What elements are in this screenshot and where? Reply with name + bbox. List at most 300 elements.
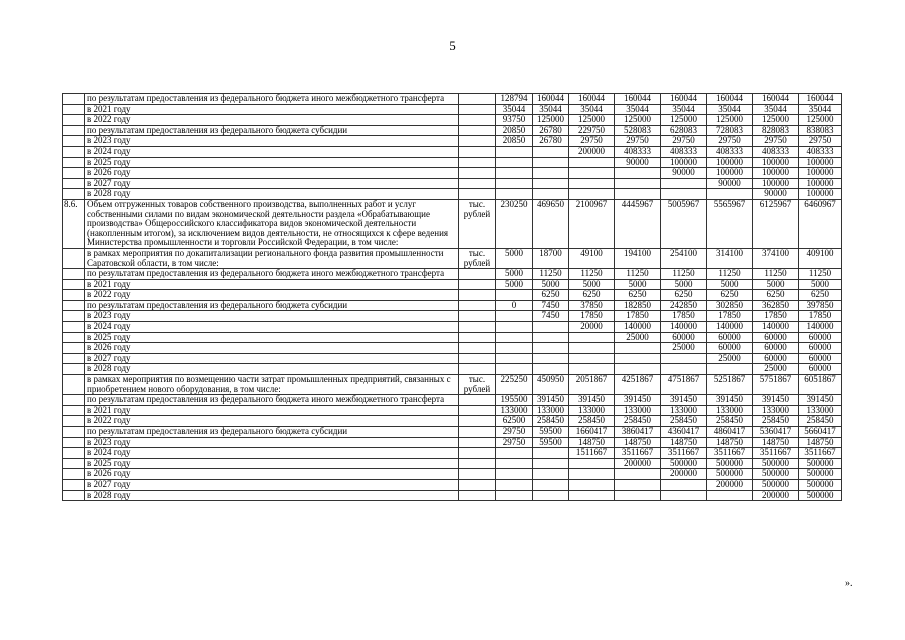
- value-cell: [533, 332, 569, 343]
- row-index: [63, 343, 85, 354]
- value-cell: [615, 469, 661, 480]
- value-cell: 6125967: [753, 199, 799, 248]
- value-cell: 25000: [615, 332, 661, 343]
- value-cell: 6250: [753, 290, 799, 301]
- value-cell: [615, 364, 661, 375]
- table-row: [63, 104, 842, 115]
- value-cell: 7450: [533, 311, 569, 322]
- row-unit: [459, 311, 496, 322]
- value-cell: 148750: [615, 437, 661, 448]
- value-cell: 90000: [707, 178, 753, 189]
- value-cell: [661, 479, 707, 490]
- row-unit: [459, 479, 496, 490]
- row-unit: [459, 157, 496, 168]
- value-cell: 35044: [569, 104, 615, 115]
- value-cell: 500000: [661, 458, 707, 469]
- table-row: [63, 448, 842, 459]
- value-cell: [533, 469, 569, 480]
- value-cell: 35044: [661, 104, 707, 115]
- value-cell: 140000: [615, 322, 661, 333]
- value-cell: [533, 458, 569, 469]
- value-cell: 230250: [496, 199, 533, 248]
- value-cell: 200000: [615, 458, 661, 469]
- row-label: в 2027 году: [85, 479, 459, 490]
- row-index: [63, 490, 85, 501]
- value-cell: 828083: [753, 125, 799, 136]
- value-cell: [569, 353, 615, 364]
- table-row: [63, 405, 842, 416]
- value-cell: 29750: [615, 136, 661, 147]
- row-unit: [459, 136, 496, 147]
- value-cell: [496, 469, 533, 480]
- value-cell: 125000: [707, 115, 753, 126]
- value-cell: 4251867: [615, 375, 661, 395]
- value-cell: 11250: [661, 269, 707, 280]
- value-cell: 100000: [753, 168, 799, 179]
- table-row: [63, 437, 842, 448]
- value-cell: [496, 479, 533, 490]
- row-unit: [459, 168, 496, 179]
- row-unit: [459, 469, 496, 480]
- value-cell: 35044: [496, 104, 533, 115]
- value-cell: [496, 458, 533, 469]
- value-cell: 258450: [533, 416, 569, 427]
- table-row: [63, 125, 842, 136]
- value-cell: 29750: [496, 427, 533, 438]
- row-index: [63, 332, 85, 343]
- value-cell: 35044: [707, 104, 753, 115]
- value-cell: 5000: [615, 279, 661, 290]
- row-label: в 2026 году: [85, 343, 459, 354]
- value-cell: 4751867: [661, 375, 707, 395]
- row-unit: [459, 364, 496, 375]
- value-cell: 0: [496, 300, 533, 311]
- value-cell: 140000: [753, 322, 799, 333]
- value-cell: [496, 146, 533, 157]
- value-cell: 6250: [533, 290, 569, 301]
- value-cell: 11250: [707, 269, 753, 280]
- row-index: [63, 115, 85, 126]
- table-row: [63, 157, 842, 168]
- value-cell: 37850: [569, 300, 615, 311]
- row-index: [63, 311, 85, 322]
- row-label: в 2026 году: [85, 168, 459, 179]
- value-cell: 5251867: [707, 375, 753, 395]
- value-cell: 362850: [753, 300, 799, 311]
- row-index: [63, 364, 85, 375]
- value-cell: 5751867: [753, 375, 799, 395]
- value-cell: 2051867: [569, 375, 615, 395]
- closing-quote-mark: ».: [845, 578, 853, 589]
- value-cell: [533, 479, 569, 490]
- row-unit: [459, 146, 496, 157]
- value-cell: 450950: [533, 375, 569, 395]
- row-unit: тыс. рублей: [459, 199, 496, 248]
- value-cell: [496, 343, 533, 354]
- value-cell: 408333: [707, 146, 753, 157]
- value-cell: 3511667: [661, 448, 707, 459]
- value-cell: 25000: [753, 364, 799, 375]
- value-cell: 20850: [496, 136, 533, 147]
- table-row: [63, 168, 842, 179]
- value-cell: 133000: [753, 405, 799, 416]
- row-label: в 2022 году: [85, 290, 459, 301]
- value-cell: 258450: [569, 416, 615, 427]
- table-row: [63, 364, 842, 375]
- row-index: [63, 168, 85, 179]
- value-cell: 6250: [569, 290, 615, 301]
- row-label: по результатам предоставления из федерального бюджета субсидии: [85, 427, 459, 438]
- value-cell: 160044: [569, 94, 615, 105]
- row-index: [63, 125, 85, 136]
- value-cell: 148750: [661, 437, 707, 448]
- table-row: [63, 269, 842, 280]
- row-index: [63, 405, 85, 416]
- value-cell: [569, 479, 615, 490]
- row-index: [63, 437, 85, 448]
- table-row: [63, 395, 842, 406]
- value-cell: 838083: [799, 125, 842, 136]
- value-cell: [533, 157, 569, 168]
- value-cell: 500000: [707, 458, 753, 469]
- value-cell: 258450: [661, 416, 707, 427]
- value-cell: [496, 311, 533, 322]
- value-cell: 17850: [661, 311, 707, 322]
- value-cell: 25000: [707, 353, 753, 364]
- value-cell: 374100: [753, 248, 799, 268]
- value-cell: [569, 168, 615, 179]
- value-cell: [496, 364, 533, 375]
- value-cell: 391450: [661, 395, 707, 406]
- value-cell: 4860417: [707, 427, 753, 438]
- value-cell: [569, 157, 615, 168]
- row-unit: тыс. рублей: [459, 375, 496, 395]
- row-index: [63, 322, 85, 333]
- table-row: [63, 146, 842, 157]
- table-row: [63, 115, 842, 126]
- value-cell: 100000: [799, 178, 842, 189]
- value-cell: 35044: [533, 104, 569, 115]
- row-index: [63, 104, 85, 115]
- value-cell: 18700: [533, 248, 569, 268]
- value-cell: [533, 353, 569, 364]
- value-cell: 6051867: [799, 375, 842, 395]
- table-row: [63, 322, 842, 333]
- row-index: [63, 479, 85, 490]
- value-cell: 148750: [799, 437, 842, 448]
- value-cell: 60000: [753, 343, 799, 354]
- value-cell: 160044: [661, 94, 707, 105]
- value-cell: 6250: [615, 290, 661, 301]
- row-unit: [459, 300, 496, 311]
- value-cell: 59500: [533, 437, 569, 448]
- value-cell: 26780: [533, 125, 569, 136]
- row-label: в рамках мероприятия по возмещению части затрат промышленных предприятий, связанных с приобретением нового оборудования, в том числе:: [85, 375, 459, 395]
- value-cell: 125000: [533, 115, 569, 126]
- value-cell: [533, 322, 569, 333]
- value-cell: [533, 490, 569, 501]
- value-cell: [496, 189, 533, 200]
- table-row: [63, 353, 842, 364]
- table-row: [63, 248, 842, 268]
- value-cell: [569, 490, 615, 501]
- value-cell: 5000: [707, 279, 753, 290]
- value-cell: 100000: [799, 189, 842, 200]
- value-cell: 408333: [799, 146, 842, 157]
- value-cell: [496, 322, 533, 333]
- value-cell: 1660417: [569, 427, 615, 438]
- value-cell: [569, 189, 615, 200]
- row-label: по результатам предоставления из федерального бюджета иного межбюджетного трансферта: [85, 395, 459, 406]
- value-cell: 133000: [615, 405, 661, 416]
- row-index: [63, 427, 85, 438]
- row-label: в 2022 году: [85, 416, 459, 427]
- value-cell: 5000: [753, 279, 799, 290]
- value-cell: 140000: [661, 322, 707, 333]
- value-cell: [615, 490, 661, 501]
- row-index: [63, 416, 85, 427]
- row-unit: [459, 353, 496, 364]
- value-cell: 5000: [569, 279, 615, 290]
- value-cell: 500000: [753, 458, 799, 469]
- value-cell: 25000: [661, 343, 707, 354]
- value-cell: [533, 178, 569, 189]
- row-index: [63, 469, 85, 480]
- value-cell: [661, 189, 707, 200]
- value-cell: 90000: [615, 157, 661, 168]
- row-label: в 2026 году: [85, 469, 459, 480]
- row-unit: [459, 332, 496, 343]
- value-cell: [615, 168, 661, 179]
- table-row: [63, 279, 842, 290]
- row-unit: [459, 437, 496, 448]
- row-unit: [459, 94, 496, 105]
- value-cell: 11250: [753, 269, 799, 280]
- table-row: [63, 416, 842, 427]
- page-number: 5: [449, 38, 456, 53]
- value-cell: 391450: [799, 395, 842, 406]
- value-cell: 133000: [533, 405, 569, 416]
- row-unit: [459, 290, 496, 301]
- value-cell: 500000: [799, 490, 842, 501]
- value-cell: [569, 458, 615, 469]
- value-cell: [661, 364, 707, 375]
- value-cell: 160044: [799, 94, 842, 105]
- value-cell: 200000: [661, 469, 707, 480]
- value-cell: 17850: [615, 311, 661, 322]
- value-cell: [707, 490, 753, 501]
- value-cell: 5565967: [707, 199, 753, 248]
- value-cell: 60000: [799, 353, 842, 364]
- value-cell: 182850: [615, 300, 661, 311]
- value-cell: [496, 157, 533, 168]
- table-row: [63, 136, 842, 147]
- value-cell: 391450: [615, 395, 661, 406]
- value-cell: 5000: [496, 279, 533, 290]
- value-cell: 60000: [799, 332, 842, 343]
- value-cell: 4445967: [615, 199, 661, 248]
- row-label: в 2021 году: [85, 279, 459, 290]
- value-cell: 133000: [496, 405, 533, 416]
- row-index: 8.6.: [63, 199, 85, 248]
- value-cell: 60000: [707, 343, 753, 354]
- value-cell: 11250: [799, 269, 842, 280]
- row-label: по результатам предоставления из федерального бюджета иного межбюджетного трансферта: [85, 269, 459, 280]
- value-cell: [496, 168, 533, 179]
- value-cell: 26780: [533, 136, 569, 147]
- value-cell: 20000: [569, 322, 615, 333]
- row-unit: [459, 178, 496, 189]
- value-cell: [496, 332, 533, 343]
- value-cell: 17850: [799, 311, 842, 322]
- value-cell: 5660417: [799, 427, 842, 438]
- value-cell: [569, 343, 615, 354]
- value-cell: 60000: [707, 332, 753, 343]
- value-cell: [533, 364, 569, 375]
- value-cell: 528083: [615, 125, 661, 136]
- value-cell: 133000: [569, 405, 615, 416]
- value-cell: 500000: [799, 469, 842, 480]
- value-cell: 160044: [533, 94, 569, 105]
- value-cell: 125000: [661, 115, 707, 126]
- value-cell: 35044: [799, 104, 842, 115]
- row-label: в 2025 году: [85, 458, 459, 469]
- value-cell: 302850: [707, 300, 753, 311]
- value-cell: 409100: [799, 248, 842, 268]
- value-cell: [615, 479, 661, 490]
- value-cell: 242850: [661, 300, 707, 311]
- table-row: [63, 300, 842, 311]
- value-cell: 29750: [799, 136, 842, 147]
- value-cell: 500000: [753, 469, 799, 480]
- row-index: [63, 269, 85, 280]
- row-unit: [459, 490, 496, 501]
- value-cell: [661, 353, 707, 364]
- value-cell: 258450: [615, 416, 661, 427]
- value-cell: 3511667: [615, 448, 661, 459]
- row-label: по результатам предоставления из федерального бюджета субсидии: [85, 300, 459, 311]
- value-cell: 35044: [753, 104, 799, 115]
- value-cell: 258450: [707, 416, 753, 427]
- value-cell: 133000: [799, 405, 842, 416]
- value-cell: [569, 178, 615, 189]
- value-cell: 140000: [799, 322, 842, 333]
- value-cell: 128794: [496, 94, 533, 105]
- row-unit: [459, 458, 496, 469]
- table-row: [63, 199, 842, 248]
- value-cell: 200000: [707, 479, 753, 490]
- value-cell: 5005967: [661, 199, 707, 248]
- value-cell: 254100: [661, 248, 707, 268]
- row-unit: [459, 405, 496, 416]
- value-cell: 258450: [753, 416, 799, 427]
- row-label: Объем отгруженных товаров собственного производства, выполненных работ и услуг собственными силами по видам экономической деятельности раздела «Обрабатывающие производства» Общероссийского классификатора видов экономической деятельности (накопленным итогом), за исключением видов деятельности, не относящихся к сфере ведения Министерства промышленности и торговли Российской Федерации, в том числе:: [85, 199, 459, 248]
- value-cell: [533, 343, 569, 354]
- row-index: [63, 375, 85, 395]
- table-row: [63, 343, 842, 354]
- table-row: [63, 375, 842, 395]
- value-cell: 17850: [569, 311, 615, 322]
- value-cell: [569, 332, 615, 343]
- row-unit: [459, 448, 496, 459]
- value-cell: 133000: [661, 405, 707, 416]
- value-cell: 29750: [753, 136, 799, 147]
- value-cell: 5000: [496, 269, 533, 280]
- value-cell: 93750: [496, 115, 533, 126]
- value-cell: 6250: [661, 290, 707, 301]
- row-label: в 2023 году: [85, 136, 459, 147]
- row-unit: [459, 427, 496, 438]
- value-cell: 100000: [799, 157, 842, 168]
- row-index: [63, 178, 85, 189]
- value-cell: 100000: [753, 157, 799, 168]
- value-cell: 90000: [753, 189, 799, 200]
- table-row: [63, 332, 842, 343]
- value-cell: 125000: [753, 115, 799, 126]
- row-index: [63, 248, 85, 268]
- table-row: [63, 427, 842, 438]
- row-index: [63, 448, 85, 459]
- row-label: по результатам предоставления из федерального бюджета субсидии: [85, 125, 459, 136]
- value-cell: 29750: [496, 437, 533, 448]
- table-row: [63, 94, 842, 105]
- table-row: [63, 458, 842, 469]
- value-cell: 500000: [753, 479, 799, 490]
- value-cell: [533, 146, 569, 157]
- value-cell: 1511667: [569, 448, 615, 459]
- row-label: в 2027 году: [85, 178, 459, 189]
- value-cell: [533, 189, 569, 200]
- row-label: в 2027 году: [85, 353, 459, 364]
- value-cell: 7450: [533, 300, 569, 311]
- row-index: [63, 157, 85, 168]
- row-label: в 2025 году: [85, 157, 459, 168]
- value-cell: 6460967: [799, 199, 842, 248]
- value-cell: 5360417: [753, 427, 799, 438]
- row-unit: [459, 322, 496, 333]
- value-cell: 391450: [569, 395, 615, 406]
- value-cell: 125000: [569, 115, 615, 126]
- row-unit: [459, 395, 496, 406]
- value-cell: 17850: [707, 311, 753, 322]
- row-index: [63, 136, 85, 147]
- value-cell: 3511667: [753, 448, 799, 459]
- row-label: в 2023 году: [85, 437, 459, 448]
- value-cell: [496, 290, 533, 301]
- value-cell: 160044: [753, 94, 799, 105]
- value-cell: 3511667: [707, 448, 753, 459]
- row-label: в 2024 году: [85, 448, 459, 459]
- row-index: [63, 458, 85, 469]
- row-index: [63, 279, 85, 290]
- value-cell: 5000: [496, 248, 533, 268]
- row-unit: [459, 279, 496, 290]
- value-cell: [615, 353, 661, 364]
- value-cell: 59500: [533, 427, 569, 438]
- row-index: [63, 353, 85, 364]
- value-cell: 225250: [496, 375, 533, 395]
- value-cell: 500000: [799, 458, 842, 469]
- table-row: [63, 178, 842, 189]
- value-cell: 728083: [707, 125, 753, 136]
- value-cell: 3860417: [615, 427, 661, 438]
- value-cell: 29750: [569, 136, 615, 147]
- value-cell: 125000: [615, 115, 661, 126]
- row-unit: [459, 189, 496, 200]
- value-cell: 11250: [533, 269, 569, 280]
- value-cell: [707, 189, 753, 200]
- value-cell: 17850: [753, 311, 799, 322]
